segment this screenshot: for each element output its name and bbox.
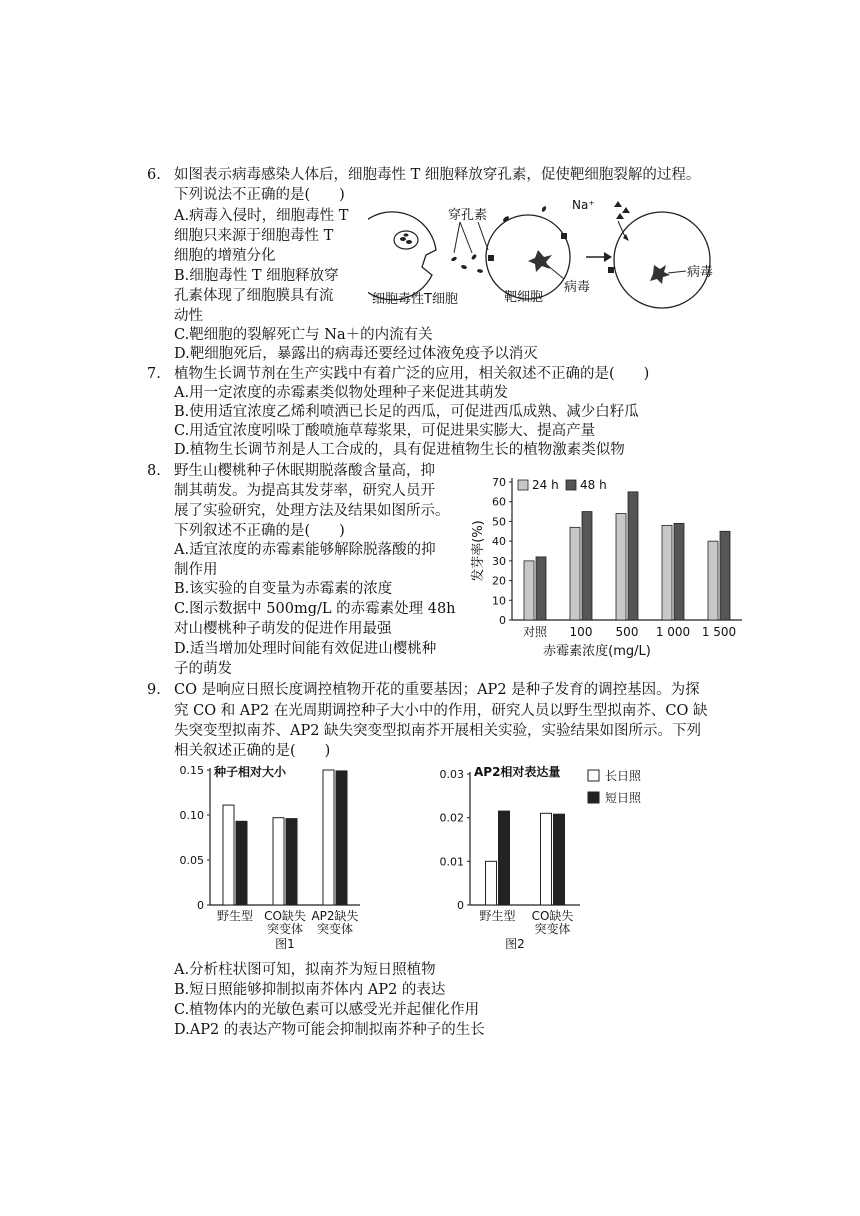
- y-tick-label: 70: [492, 476, 506, 489]
- germination-rate-chart: [462, 470, 752, 660]
- bar-短日照-0: [499, 811, 510, 905]
- x-tick-label: CO缺失: [264, 909, 306, 923]
- q9-stem-line2: 究 CO 和 AP2 在光周期调控种子大小中的作用，研究人员以野生型拟南芥、CO 缺: [174, 703, 708, 719]
- y-tick-label: 40: [492, 535, 506, 549]
- y-tick-label: 0: [457, 899, 464, 912]
- bar-24h-2: [616, 514, 626, 620]
- t-cell-label: 细胞毒性T细胞: [372, 292, 458, 307]
- y-tick-label: 0.15: [179, 764, 204, 777]
- x-tick-label: 突变体: [266, 922, 304, 936]
- q6-stem-line1: 如图表示病毒感染人体后，细胞毒性 T 细胞释放穿孔素，促使靶细胞裂解的过程。: [174, 167, 701, 183]
- seed-size-chart: [170, 760, 380, 960]
- q8-option-a-line1: A.适宜浓度的赤霉素能够解除脱落酸的抑: [174, 542, 436, 558]
- q6-option-a-line2: 细胞只来源于细胞毒性 T: [174, 228, 334, 244]
- bar-48h-2: [628, 492, 638, 620]
- q9-number: 9.: [147, 682, 161, 698]
- y-tick-label: 0.01: [439, 855, 464, 869]
- y-tick-label: 0.02: [439, 811, 464, 825]
- figure-caption: 图1: [275, 937, 295, 951]
- bar-短日照-2: [336, 771, 347, 905]
- q8-stem-line2: 制其萌发。为提高其发芽率，研究人员开: [174, 483, 435, 499]
- y-tick-label: 50: [492, 515, 506, 529]
- bar-48h-3: [674, 523, 684, 620]
- y-tick-label: 0.05: [179, 854, 204, 867]
- virus-shape-1: [528, 250, 552, 272]
- legend-label: 短日照: [605, 791, 642, 805]
- q7-number: 7.: [147, 366, 161, 382]
- q6-cell-diagram: [368, 195, 730, 310]
- x-tick-label: 500: [615, 625, 639, 639]
- q8-number: 8.: [147, 463, 161, 479]
- bar-24h-3: [662, 525, 672, 620]
- target-cell-label: 靶细胞: [504, 290, 544, 305]
- bar-48h-1: [582, 512, 592, 620]
- q7-option-a: A.用一定浓度的赤霉素类似物处理种子来促进其萌发: [174, 385, 509, 401]
- y-tick-label: 0.03: [439, 768, 464, 781]
- x-tick-label: 1 000: [655, 625, 691, 639]
- q7-option-d: D.植物生长调节剂是人工合成的，具有促进植物生长的植物激素类似物: [174, 442, 625, 458]
- bar-24h-1: [570, 527, 580, 620]
- q8-stem-line1: 野生山樱桃种子休眠期脱落酸含量高，抑: [174, 463, 435, 479]
- virus-label-1: 病毒: [564, 280, 591, 295]
- q9-option-d: D.AP2 的表达产物可能会抑制拟南芥种子的生长: [174, 1022, 485, 1038]
- bar-长日照-2: [323, 770, 334, 905]
- q9-option-c: C.植物体内的光敏色素可以感受光并起催化作用: [174, 1002, 480, 1018]
- target-cell: [486, 215, 570, 299]
- q8-option-b: B.该实验的自变量为赤霉素的浓度: [174, 581, 393, 597]
- x-tick-label: CO缺失: [531, 909, 574, 923]
- bar-48h-0: [536, 557, 546, 620]
- q6-option-a-line1: A.病毒入侵时，细胞毒性 T: [174, 208, 349, 224]
- x-tick-label: AP2缺失: [311, 909, 359, 923]
- q8-option-c-line2: 对山樱桃种子萌发的促进作用最强: [174, 621, 392, 637]
- bar-短日照-0: [236, 821, 247, 905]
- y-tick-label: 30: [492, 554, 506, 568]
- q6-option-b-line2: 孔素体现了细胞膜具有流: [174, 288, 334, 304]
- q6-option-c: C.靶细胞的裂解死亡与 Na＋的内流有关: [174, 327, 433, 343]
- q9-stem-line4: 相关叙述正确的是( ): [174, 743, 331, 759]
- q6-option-a-line3: 细胞的增殖分化: [174, 248, 276, 264]
- x-tick-label: 1 500: [701, 625, 737, 639]
- bar-48h-4: [720, 531, 730, 620]
- y-tick-label: 10: [492, 594, 506, 608]
- legend-label: 长日照: [605, 769, 642, 783]
- chart-title: AP2相对表达量: [474, 765, 561, 779]
- bar-短日照-1: [554, 814, 565, 905]
- q9-option-b: B.短日照能够抑制拟南芥体内 AP2 的表达: [174, 982, 446, 998]
- x-tick-label: 野生型: [479, 909, 516, 923]
- legend-swatch: [518, 480, 528, 490]
- x-tick-label: 突变体: [534, 922, 571, 936]
- chart-title: 种子相对大小: [214, 765, 287, 779]
- bar-短日照-1: [286, 819, 297, 905]
- virus-label-2: 病毒: [687, 265, 714, 280]
- q8-option-a-line2: 制作用: [174, 562, 218, 578]
- legend-label: 48 h: [580, 478, 607, 492]
- legend-swatch: [566, 480, 576, 490]
- y-tick-label: 20: [492, 574, 506, 588]
- y-tick-label: 0: [499, 614, 506, 627]
- x-tick-label: 突变体: [316, 922, 354, 936]
- lysed-cell: [614, 212, 710, 308]
- q9-stem-line1: CO 是响应日照长度调控植物开花的重要基因；AP2 是种子发育的调控基因。为探: [174, 682, 700, 698]
- y-tick-label: 60: [492, 495, 506, 509]
- perforin-label: 穿孔素: [448, 208, 488, 223]
- q9-option-a: A.分析柱状图可知，拟南芥为短日照植物: [174, 962, 436, 978]
- q8-option-d-line1: D.适当增加处理时间能有效促进山樱桃种: [174, 641, 437, 657]
- q6-option-d: D.靶细胞死后，暴露出的病毒还要经过体液免疫予以消灭: [174, 346, 538, 362]
- q7-option-b: B.使用适宜浓度乙烯利喷洒已长足的西瓜，可促进西瓜成熟、减少白籽瓜: [174, 404, 639, 420]
- figure-caption: 图2: [505, 937, 525, 951]
- q6-option-b-line1: B.细胞毒性 T 细胞释放穿: [174, 268, 339, 284]
- bar-长日照-1: [273, 818, 284, 905]
- ap2-expression-chart: [430, 760, 690, 960]
- x-tick-label: 100: [569, 625, 593, 639]
- q8-option-d-line2: 子的萌发: [174, 661, 232, 677]
- bar-24h-4: [708, 541, 718, 620]
- q7-option-c: C.用适宜浓度吲哚丁酸喷施草莓浆果，可促进果实膨大、提高产量: [174, 423, 596, 439]
- x-tick-label: 对照: [522, 625, 548, 639]
- legend-swatch: [588, 770, 599, 781]
- q9-stem-line3: 失突变型拟南芥、AP2 缺失突变型拟南芥开展相关实验，实验结果如图所示。下列: [174, 723, 702, 739]
- legend-label: 24 h: [532, 478, 559, 492]
- y-tick-label: 0: [197, 899, 204, 912]
- q8-stem-line4: 下列叙述不正确的是( ): [174, 523, 345, 539]
- q8-option-c-line1: C.图示数据中 500mg/L 的赤霉素处理 48h: [174, 601, 456, 617]
- sodium-ion-label: Na⁺: [572, 198, 595, 212]
- bar-长日照-0: [486, 861, 497, 905]
- t-cell-shape: [368, 212, 436, 300]
- x-tick-label: 野生型: [216, 909, 254, 923]
- x-axis-title: 赤霉素浓度(mg/L): [543, 644, 651, 659]
- y-axis-title: 发芽率(%): [471, 520, 486, 582]
- q6-stem-line2: 下列说法不正确的是( ): [174, 187, 345, 203]
- q7-stem: 植物生长调节剂在生产实践中有着广泛的应用，相关叙述不正确的是( ): [174, 366, 650, 382]
- legend-swatch: [588, 792, 599, 803]
- q6-option-b-line3: 动性: [174, 308, 203, 324]
- q8-stem-line3: 展了实验研究，处理方法及结果如图所示。: [174, 503, 450, 519]
- bar-长日照-0: [223, 805, 234, 905]
- bar-长日照-1: [541, 813, 552, 905]
- q6-number: 6.: [147, 167, 161, 183]
- y-tick-label: 0.10: [179, 809, 204, 822]
- bar-24h-0: [524, 561, 534, 620]
- virus-shape-2: [650, 265, 670, 284]
